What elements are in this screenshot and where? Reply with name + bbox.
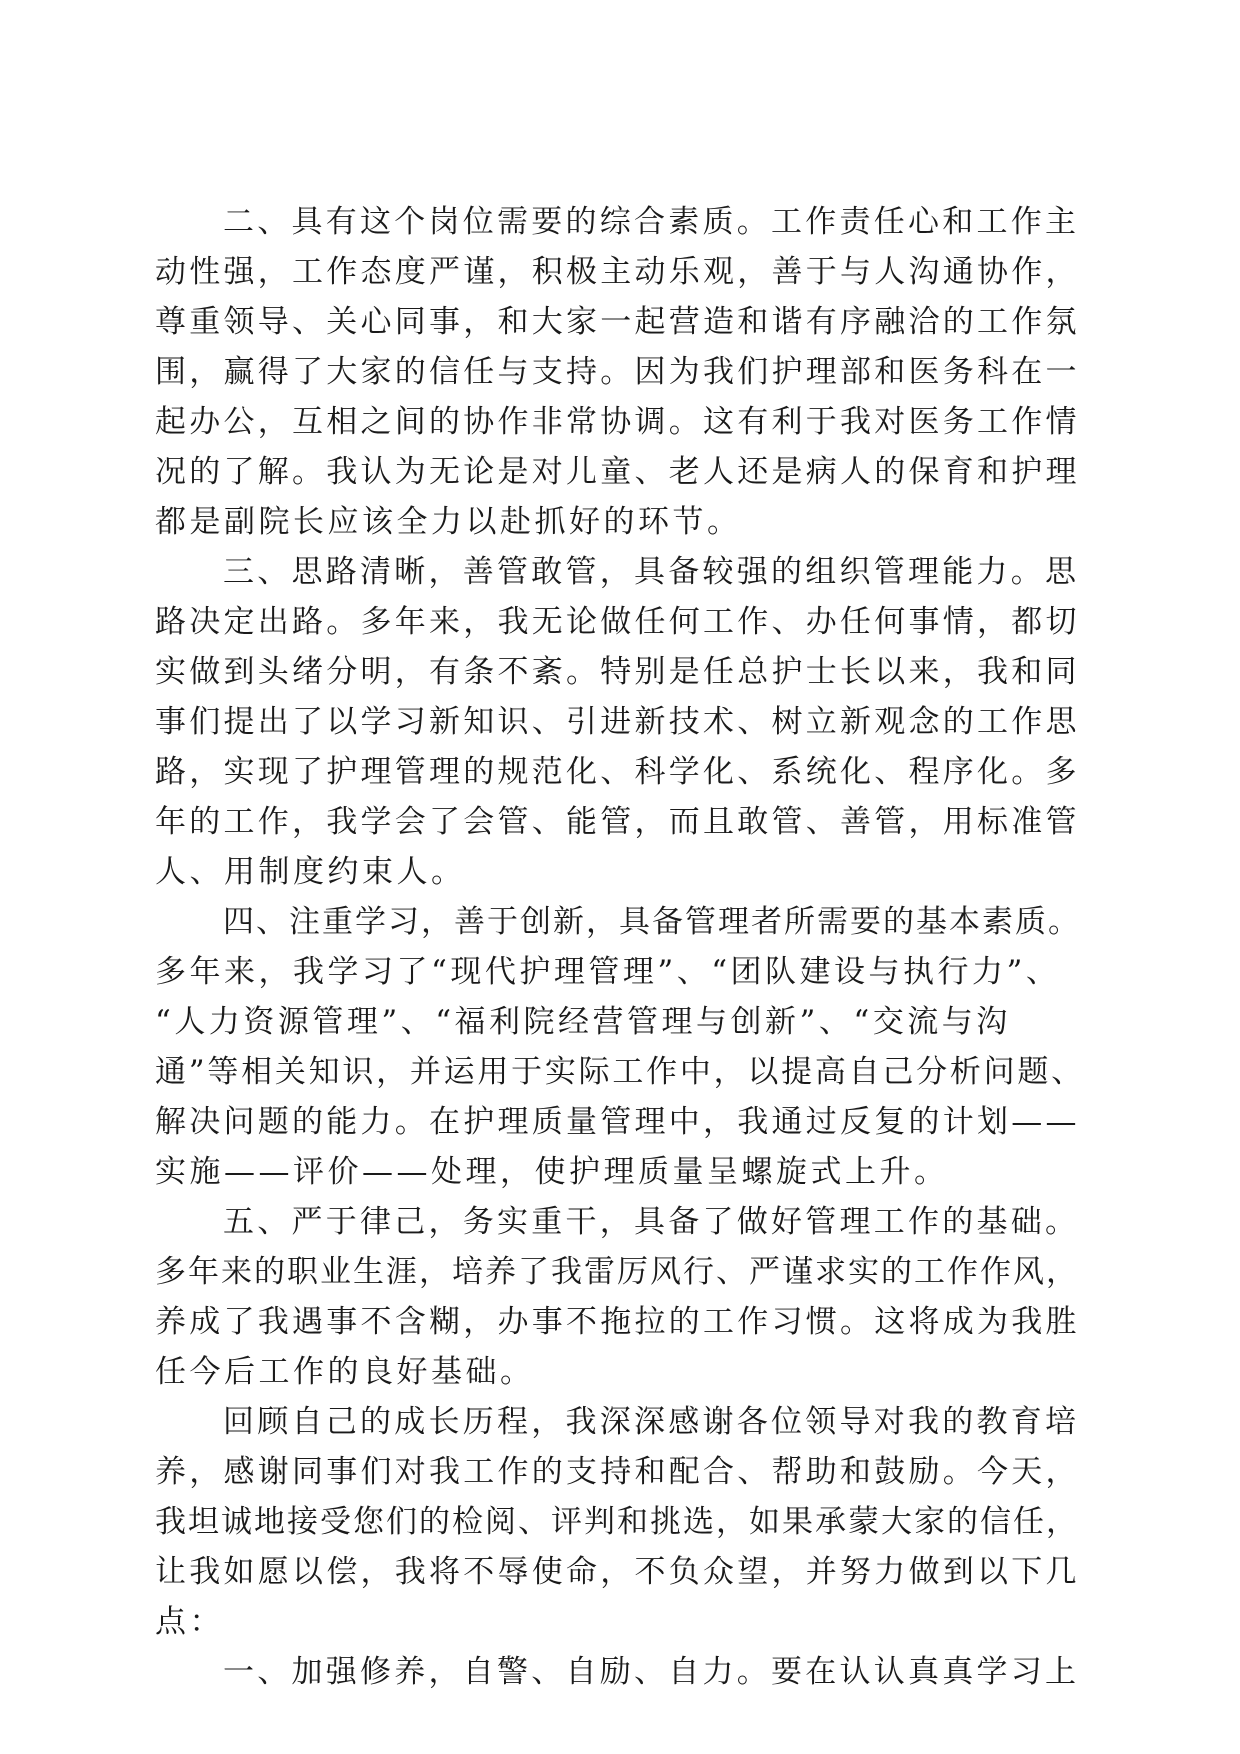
text-line: 况的了解。我认为无论是对儿童、老人还是病人的保育和护理 xyxy=(155,454,1080,490)
text-line: 路，实现了护理管理的规范化、科学化、系统化、程序化。多 xyxy=(155,754,1080,790)
text-line: 解决问题的能力。在护理质量管理中，我通过反复的计划—— xyxy=(155,1104,1080,1140)
text-line: 尊重领导、关心同事，和大家一起营造和谐有序融洽的工作氛 xyxy=(155,304,1080,340)
text-line: 动性强，工作态度严谨，积极主动乐观，善于与人沟通协作， xyxy=(155,254,1080,290)
text-line: 多年来，我学习了“现代护理管理”、“团队建设与执行力”、 xyxy=(155,954,1061,990)
text-line: 事们提出了以学习新知识、引进新技术、树立新观念的工作思 xyxy=(155,704,1080,740)
text-line: 点： xyxy=(155,1604,224,1640)
text-line: 都是副院长应该全力以赴抓好的环节。 xyxy=(155,504,742,540)
text-line: “人力资源管理”、“福利院经营管理与创新”、“交流与沟 xyxy=(155,1004,1011,1040)
text-line: 让我如愿以偿，我将不辱使命，不负众望，并努力做到以下几 xyxy=(155,1554,1080,1590)
text-line: 起办公，互相之间的协作非常协调。这有利于我对医务工作情 xyxy=(155,404,1080,440)
text-line: 多年来的职业生涯，培养了我雷厉风行、严谨求实的工作作风， xyxy=(155,1254,1079,1290)
text-line: 养，感谢同事们对我工作的支持和配合、帮助和鼓励。今天， xyxy=(155,1454,1080,1490)
text-line: 实做到头绪分明，有条不紊。特别是任总护士长以来，我和同 xyxy=(155,654,1080,690)
text-line: 五、严于律己，务实重干，具备了做好管理工作的基础。 xyxy=(223,1204,1080,1240)
text-line: 四、注重学习，善于创新，具备管理者所需要的基本素质。 xyxy=(223,904,1081,940)
text-line: 人、用制度约束人。 xyxy=(155,854,466,890)
text-line: 三、思路清晰，善管敢管，具备较强的组织管理能力。思 xyxy=(223,554,1080,590)
document-body xyxy=(155,197,1085,1697)
text-line: 实施——评价——处理，使护理质量呈螺旋式上升。 xyxy=(155,1154,949,1190)
text-line: 我坦诚地接受您们的检阅、评判和挑选，如果承蒙大家的信任， xyxy=(155,1504,1079,1540)
text-line: 路决定出路。多年来，我无论做任何工作、办任何事情，都切 xyxy=(155,604,1080,640)
text-line: 一、加强修养，自警、自励、自力。要在认认真真学习上 xyxy=(223,1654,1080,1690)
text-line: 围，赢得了大家的信任与支持。因为我们护理部和医务科在一 xyxy=(155,354,1080,390)
text-line: 任今后工作的良好基础。 xyxy=(155,1354,535,1390)
text-line: 年的工作，我学会了会管、能管，而且敢管、善管，用标准管 xyxy=(155,804,1080,840)
text-line: 回顾自己的成长历程，我深深感谢各位领导对我的教育培 xyxy=(223,1404,1080,1440)
text-line: 养成了我遇事不含糊，办事不拖拉的工作习惯。这将成为我胜 xyxy=(155,1304,1080,1340)
text-line: 通”等相关知识，并运用于实际工作中，以提高自己分析问题、 xyxy=(155,1054,1085,1090)
text-line: 二、具有这个岗位需要的综合素质。工作责任心和工作主 xyxy=(223,204,1080,240)
